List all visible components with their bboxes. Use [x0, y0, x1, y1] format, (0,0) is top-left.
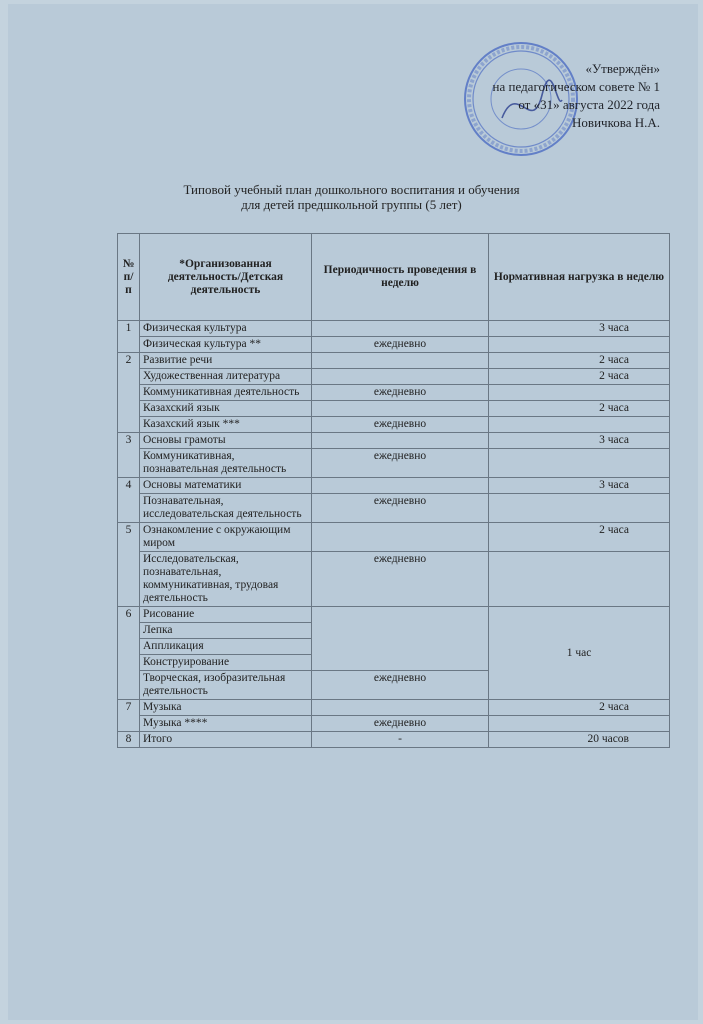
row-frequency: ежедневно [312, 385, 489, 401]
table-row [118, 552, 670, 607]
row-num: 2 [118, 353, 140, 433]
row-activity: Музыка [140, 700, 312, 716]
table-row-total [118, 732, 670, 748]
table-row [118, 417, 670, 433]
row-load [489, 417, 670, 433]
row-load: 2 часа [489, 353, 670, 369]
approval-block [440, 60, 660, 132]
row-load: 2 часа [489, 523, 670, 552]
row-activity: Основы грамоты [140, 433, 312, 449]
table-row [118, 700, 670, 716]
approval-council: на педагогическом совете № 1 [492, 79, 660, 94]
row-load: 2 часа [489, 700, 670, 716]
row-load: 1 час [489, 607, 670, 700]
row-frequency [312, 321, 489, 337]
table-row [118, 607, 670, 623]
row-frequency: ежедневно [312, 494, 489, 523]
table-row [118, 321, 670, 337]
row-num: 4 [118, 478, 140, 523]
row-load [489, 494, 670, 523]
table-row [118, 385, 670, 401]
row-frequency [312, 369, 489, 385]
row-activity: Рисование [140, 607, 312, 623]
row-load [489, 449, 670, 478]
row-activity: Художественная литература [140, 369, 312, 385]
row-num: 5 [118, 523, 140, 607]
row-frequency [312, 607, 489, 671]
header-frequency: Периодичность проведения в неделю [312, 234, 489, 321]
row-activity: Физическая культура ** [140, 337, 312, 353]
row-frequency: ежедневно [312, 449, 489, 478]
table-row [118, 369, 670, 385]
header-load: Нормативная нагрузка в неделю [489, 234, 670, 321]
row-frequency: ежедневно [312, 716, 489, 732]
approval-heading: «Утверждён» [585, 61, 660, 76]
table-header-row [118, 234, 670, 321]
row-activity: Аппликация [140, 639, 312, 655]
header-activity: *Организованная деятельность/Детская деятельность [140, 234, 312, 321]
row-num: 3 [118, 433, 140, 478]
row-num: 7 [118, 700, 140, 732]
row-activity: Коммуникативная деятельность [140, 385, 312, 401]
row-num: 6 [118, 607, 140, 700]
table-row [118, 353, 670, 369]
row-activity: Познавательная, исследовательская деятельность [140, 494, 312, 523]
row-activity: Основы математики [140, 478, 312, 494]
row-load [489, 716, 670, 732]
row-activity: Физическая культура [140, 321, 312, 337]
row-activity: Коммуникативная, познавательная деятельность [140, 449, 312, 478]
table-row [118, 716, 670, 732]
row-load: 2 часа [489, 401, 670, 417]
row-load [489, 552, 670, 607]
row-frequency [312, 700, 489, 716]
table-row [118, 449, 670, 478]
row-activity: Музыка **** [140, 716, 312, 732]
row-load: 20 часов [489, 732, 670, 748]
approval-signatory: Новичкова Н.А. [572, 115, 660, 130]
row-num: 1 [118, 321, 140, 353]
row-frequency: - [312, 732, 489, 748]
row-activity: Творческая, изобразительная деятельность [140, 671, 312, 700]
row-activity: Казахский язык *** [140, 417, 312, 433]
row-load: 3 часа [489, 321, 670, 337]
row-frequency [312, 433, 489, 449]
table-row [118, 523, 670, 552]
row-activity: Итого [140, 732, 312, 748]
row-frequency: ежедневно [312, 337, 489, 353]
row-load: 3 часа [489, 433, 670, 449]
title-line-2: для детей предшкольной группы (5 лет) [241, 197, 462, 212]
table-row [118, 478, 670, 494]
table-row [118, 433, 670, 449]
row-num: 8 [118, 732, 140, 748]
row-load: 3 часа [489, 478, 670, 494]
row-load [489, 337, 670, 353]
row-activity: Казахский язык [140, 401, 312, 417]
header-num: № п/п [118, 234, 140, 321]
curriculum-table [117, 233, 670, 748]
row-frequency: ежедневно [312, 671, 489, 700]
row-activity: Развитие речи [140, 353, 312, 369]
document-title [0, 182, 703, 212]
table-row [118, 337, 670, 353]
row-frequency [312, 353, 489, 369]
row-frequency: ежедневно [312, 417, 489, 433]
table-row [118, 494, 670, 523]
row-frequency [312, 401, 489, 417]
row-activity: Исследовательская, познавательная, коммуникативная, трудовая деятельность [140, 552, 312, 607]
row-load: 2 часа [489, 369, 670, 385]
row-frequency: ежедневно [312, 552, 489, 607]
approval-date: от «31» августа 2022 года [518, 97, 660, 112]
title-line-1: Типовой учебный план дошкольного воспитания и обучения [183, 182, 520, 197]
row-frequency [312, 478, 489, 494]
row-load [489, 385, 670, 401]
row-frequency [312, 523, 489, 552]
table-row [118, 401, 670, 417]
row-activity: Конструирование [140, 655, 312, 671]
row-activity: Лепка [140, 623, 312, 639]
row-activity: Ознакомление с окружающим миром [140, 523, 312, 552]
